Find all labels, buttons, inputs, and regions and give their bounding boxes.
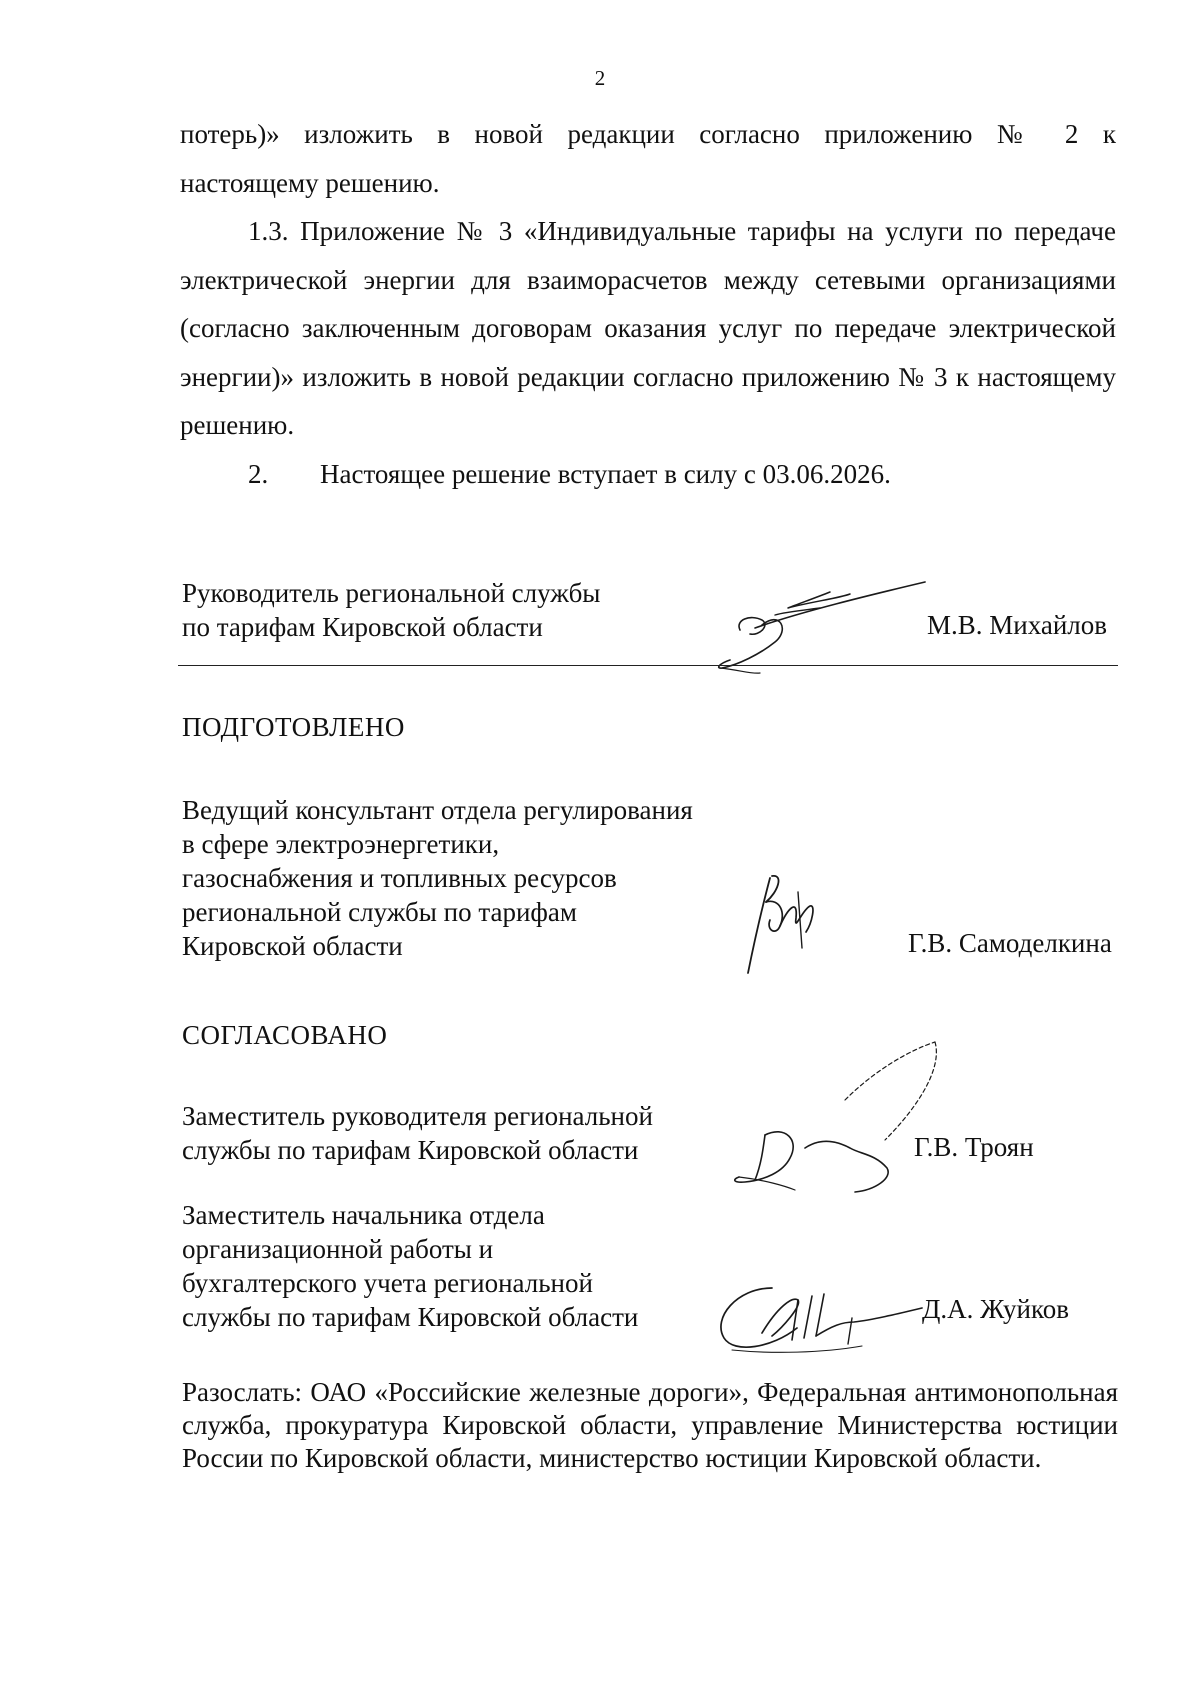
signature-divider bbox=[178, 665, 1118, 666]
paragraph-line: настоящему решению. bbox=[180, 167, 440, 198]
page-number: 2 bbox=[594, 66, 606, 90]
decision-body bbox=[180, 110, 1116, 498]
position-line: организационной работы и bbox=[182, 1234, 494, 1264]
agreed-signatory2-position bbox=[182, 1198, 638, 1334]
agreed-signatory2-signature bbox=[712, 1278, 927, 1358]
position-line: региональной службы по тарифам bbox=[182, 897, 577, 927]
position-line: бухгалтерского учета региональной bbox=[182, 1268, 593, 1298]
position-line: Заместитель руководителя региональной bbox=[182, 1101, 653, 1131]
agreed-signatory1-signature bbox=[725, 1030, 965, 1205]
title-line: Руководитель региональной службы bbox=[182, 578, 601, 608]
prepared-signature bbox=[740, 868, 830, 978]
prepared-position bbox=[182, 793, 693, 963]
head-signatory-title bbox=[182, 576, 600, 644]
position-line: Ведущий консультант отдела регулирования bbox=[182, 795, 693, 825]
position-line: газоснабжения и топливных ресурсов bbox=[182, 863, 617, 893]
position-line: Кировской области bbox=[182, 931, 403, 961]
paragraph-2 bbox=[180, 450, 1116, 499]
agreed-signatory1-name: Г.В. Троян bbox=[914, 1132, 1034, 1162]
title-line: по тарифам Кировской области bbox=[182, 612, 543, 642]
position-line: в сфере электроэнергетики, bbox=[182, 829, 500, 859]
prepared-name: Г.В. Самоделкина bbox=[908, 928, 1112, 958]
position-line: Заместитель начальника отдела bbox=[182, 1200, 545, 1230]
agreed-heading: СОГЛАСОВАНО bbox=[182, 1020, 388, 1050]
distribution-list: Разослать: ОАО «Российские железные дороги», Федеральная антимонопольная служба, прокуратура Кировской области, управление Министерства юстиции России по Кировской области, министерство юстиции Кировской области. bbox=[182, 1377, 1118, 1473]
agreed-signatory1-position bbox=[182, 1099, 653, 1167]
paragraph-line: потерь)» изложить в новой редакции согласно приложению № 2 к bbox=[180, 119, 1116, 149]
paragraph-1-3: 1.3. Приложение № 3 «Индивидуальные тарифы на услуги по передаче электрической энергии для взаиморасчетов между сетевыми организациями (согласно заключенным договорам оказания услуг по передаче электрической энергии)» изложить в новой редакции согласно приложению № 3 к настоящему решению. bbox=[180, 216, 1116, 440]
position-line: службы по тарифам Кировской области bbox=[182, 1135, 639, 1165]
head-signature bbox=[680, 570, 940, 680]
position-line: службы по тарифам Кировской области bbox=[182, 1302, 639, 1332]
agreed-signatory2-name: Д.А. Жуйков bbox=[922, 1294, 1069, 1324]
head-signatory-name: М.В. Михайлов bbox=[927, 610, 1108, 640]
paragraph-number: 2. bbox=[248, 458, 269, 489]
paragraph-text: Настоящее решение вступает в силу с 03.06.2026. bbox=[320, 458, 891, 489]
prepared-heading: ПОДГОТОВЛЕНО bbox=[182, 712, 405, 742]
